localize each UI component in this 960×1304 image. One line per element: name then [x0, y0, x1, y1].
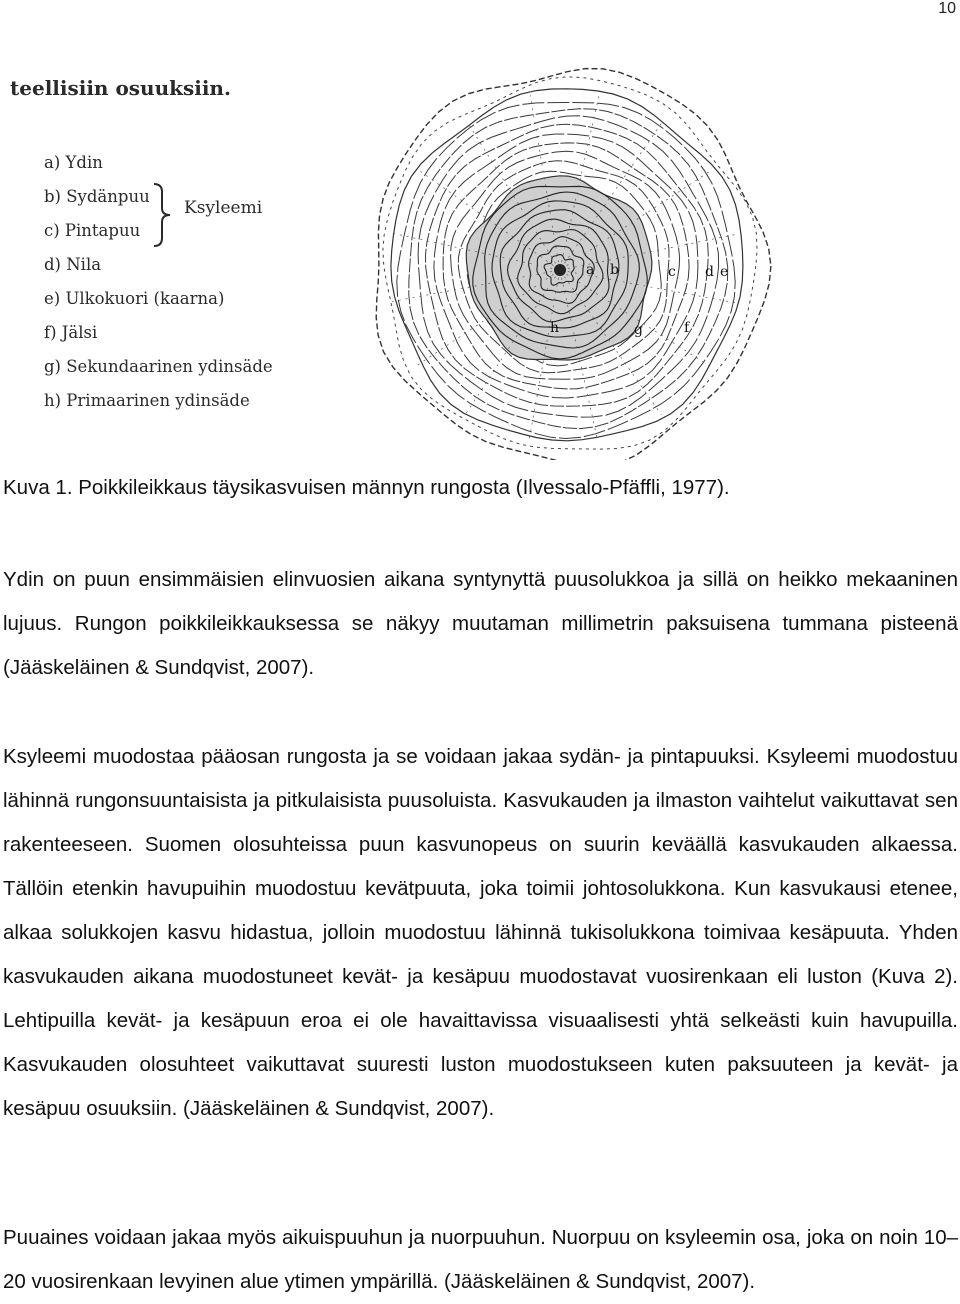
page-number: 10 — [938, 0, 956, 17]
legend-item-g: g) Sekundaarinen ydinsäde — [44, 357, 273, 376]
pith-dot — [554, 264, 566, 276]
legend-item-c: c) Pintapuu — [44, 221, 141, 240]
ksyleemi-label: Ksyleemi — [184, 198, 263, 218]
figure-cross-section — [0, 50, 960, 470]
legend-item-e: e) Ulkokuori (kaarna) — [44, 289, 225, 308]
diagram-label-g: g — [634, 322, 643, 338]
legend-item-b: b) Sydänpuu — [44, 187, 150, 206]
legend-item-h: h) Primaarinen ydinsäde — [44, 391, 250, 410]
trunk-cross-section-diagram — [372, 50, 772, 460]
paragraph-puuaines: Puuaines voidaan jakaa myös aikuispuuhun ja nuorpuuhun. Nuorpuu on ksyleemin osa, joka on noin 10–20 vuosirenkaan levyinen alue ytimen ympärillä. (Jääskeläinen & Sundqvist, 2007). — [3, 1226, 958, 1293]
diagram-label-f: f — [684, 320, 690, 336]
figure-caption: Kuva 1. Poikkileikkaus täysikasvuisen männyn rungosta (Ilvessalo-Pfäffli, 1977). — [3, 476, 730, 499]
legend-item-f: f) Jälsi — [44, 323, 98, 342]
diagram-label-h: h — [550, 320, 560, 336]
legend-item-d: d) Nila — [44, 255, 102, 274]
diagram-label-b: b — [610, 262, 619, 278]
brace-icon — [150, 182, 176, 248]
figure-heading: teellisiin osuuksiin. — [10, 76, 231, 100]
paragraph-ydin: Ydin on puun ensimmäisien elinvuosien aikana syntynyttä puusolukkoa ja sillä on heikko mekaaninen lujuus. Rungon poikkileikkauksessa se näkyy muutaman millimetrin paksuisena tummana pisteenä (Jääskeläinen & Sundqvist, 2007). — [3, 568, 958, 679]
paragraph-ksyleemi: Ksyleemi muodostaa pääosan rungosta ja se voidaan jakaa sydän- ja pintapuuksi. Ksyleemi muodostuu lähinnä rungonsuuntaisista ja pitkulaisista puusoluista. Kasvukauden ja ilmaston vaihtelut vaikuttavat sen rakenteeseen. Suomen olosuhteissa puun kasvunopeus on suurin keväällä kasvukauden alkaessa. Tällöin etenkin havupuihin muodostuu kevätpuuta, joka toimii johtosolukkona. Kun kasvukausi etenee, alkaa solukkojen kasvu hidastua, jolloin muodostuu lähinnä tukisolukkona toimivaa kesäpuuta. Yhden kasvukauden aikana muodostuneet kevät- ja kesäpuu muodostavat vuosirenkaan eli luston (Kuva 2). Lehtipuilla kevät- ja kesäpuun eroa ei ole havaittavissa visuaalisesti yhtä selkeästi kuin havupuilla. Kasvukauden olosuhteet vaikuttavat suuresti luston muodostukseen kuten paksuuteen ja kevät- ja kesäpuu osuuksiin. (Jääskeläinen & Sundqvist, 2007). — [3, 745, 958, 1120]
legend-item-a: a) Ydin — [44, 153, 103, 172]
diagram-label-c: c — [668, 264, 676, 280]
diagram-label-a: a — [586, 262, 595, 278]
diagram-label-d: d — [705, 264, 714, 280]
diagram-label-e: e — [720, 264, 729, 280]
